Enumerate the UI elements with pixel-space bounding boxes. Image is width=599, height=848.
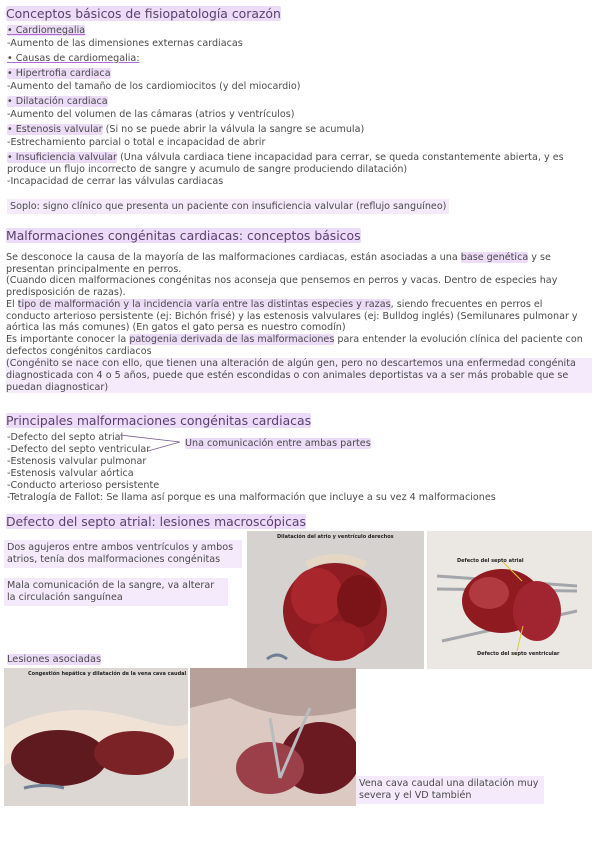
photo-congestion bbox=[4, 668, 188, 806]
note-mala-comunicacion: Mala comunicación de la sangre, va alterar la circulación sanguínea bbox=[4, 578, 228, 606]
section-heading-malformaciones: Malformaciones congénitas cardiacas: conceptos básicos bbox=[6, 228, 361, 243]
photo1-label: Dilatación del atrio y ventrículo derechos bbox=[277, 534, 394, 540]
text-line: produce un flujo incorrecto de sangre y acumulo de sangre produciendo dilatación) bbox=[7, 164, 408, 175]
list-item: -Defecto del septo atrial bbox=[7, 432, 124, 443]
heart-illustration bbox=[247, 531, 424, 669]
text-line: -Aumento del tamaño de los cardiomiocitos (y del miocardio) bbox=[7, 81, 301, 92]
organ-illustration bbox=[4, 668, 188, 806]
bracket-connector bbox=[118, 432, 186, 454]
item-dilatacion: • Dilatación cardiaca bbox=[7, 96, 108, 107]
list-item: -Defecto del septo ventricular bbox=[7, 444, 151, 455]
text-line: -Estrechamiento parcial o total e incapacidad de abrir bbox=[7, 137, 266, 148]
section-heading-defecto: Defecto del septo atrial: lesiones macroscópicas bbox=[6, 514, 306, 529]
item-estenosis: • Estenosis valvular (Si no se puede abrir la válvula la sangre se acumula) bbox=[7, 124, 365, 135]
list-item: -Tetralogía de Fallot: Se llama así porque es una malformación que incluye a su vez 4 malformaciones bbox=[7, 492, 496, 503]
note-vena-cava: Vena cava caudal una dilatación muy severa y el VD también bbox=[356, 776, 544, 804]
note-dos-agujeros: Dos agujeros entre ambos ventrículos y ambos atrios, tenía dos malformaciones congénitas bbox=[4, 540, 242, 568]
bracket-note: Una comunicación entre ambas partes bbox=[185, 438, 371, 449]
page-title: Conceptos básicos de fisiopatología corazón bbox=[6, 6, 281, 21]
heart-illustration bbox=[427, 531, 592, 669]
item-hipertrofia: • Hipertrofia cardiaca bbox=[7, 68, 111, 79]
photo2-label-ventricular: Defecto del septo ventricular bbox=[477, 651, 560, 657]
item-insuficiencia: • Insuficiencia valvular (Una válvula cardiaca tiene incapacidad para cerrar, se queda constantemente abierta, y es bbox=[7, 152, 564, 163]
item-causas: • Causas de cardiomegalia: bbox=[7, 53, 140, 64]
malformaciones-paragraph: Se desconoce la causa de la mayoría de las malformaciones cardiacas, están asociadas a una base genética y se presentan principalmente en perros. (Cuando dicen malformaciones congénitas nos aconseja que pensemos en perros y vacas. Dentro de especies hay predisposición de razas). El tipo de malformación y la incidencia varía entre las distintas especies y razas, siendo frecuentes en perros el conducto arterioso persistente (ej: Bichón frisé) y las estenosis valvulares (ej: Bulldog inglés) (Semilunares pulmonar y aórtica las más comunes) (En gatos el gato persa es nuestro comodín) Es importante conocer la patogenia derivada de las malformaciones para entender la evolución clínica del paciente con defectos congénitos cardiacos (Congénito se nace con ello, que tienen una alteración de algún gen, pero no descartemos una enfermedad congénita diagnosticada con 4 o 5 años, puede que estén escondidas o con animales deportistas va a ser más probable que se puedan diagnosticar) bbox=[6, 252, 592, 393]
list-item: -Estenosis valvular aórtica bbox=[7, 468, 134, 479]
list-item: -Conducto arterioso persistente bbox=[7, 480, 160, 491]
heart-photo-septo bbox=[427, 531, 592, 669]
text-line: -Aumento del volumen de las cámaras (atrios y ventrículos) bbox=[7, 109, 295, 120]
list-item: -Estenosis valvular pulmonar bbox=[7, 456, 147, 467]
section-heading-principales: Principales malformaciones congénitas cardiacas bbox=[6, 413, 312, 428]
soplo-note: Soplo: signo clínico que presenta un paciente con insuficiencia valvular (reflujo sanguíneo) bbox=[7, 201, 449, 213]
text-line: -Aumento de las dimensiones externas cardiacas bbox=[7, 38, 243, 49]
organ-illustration bbox=[190, 668, 356, 806]
photo3-label: Congestión hepática y dilatación de la vena cava caudal bbox=[28, 671, 187, 677]
section-heading-lesiones: Lesiones asociadas bbox=[7, 654, 102, 665]
photo-vena-cava bbox=[190, 668, 356, 806]
text-line: -Incapacidad de cerrar las válvulas cardiacas bbox=[7, 176, 224, 187]
heart-photo-dilatacion bbox=[247, 531, 424, 669]
photo2-label-atrial: Defecto del septo atrial bbox=[457, 558, 524, 564]
item-cardiomegalia: • Cardiomegalia bbox=[7, 25, 86, 36]
